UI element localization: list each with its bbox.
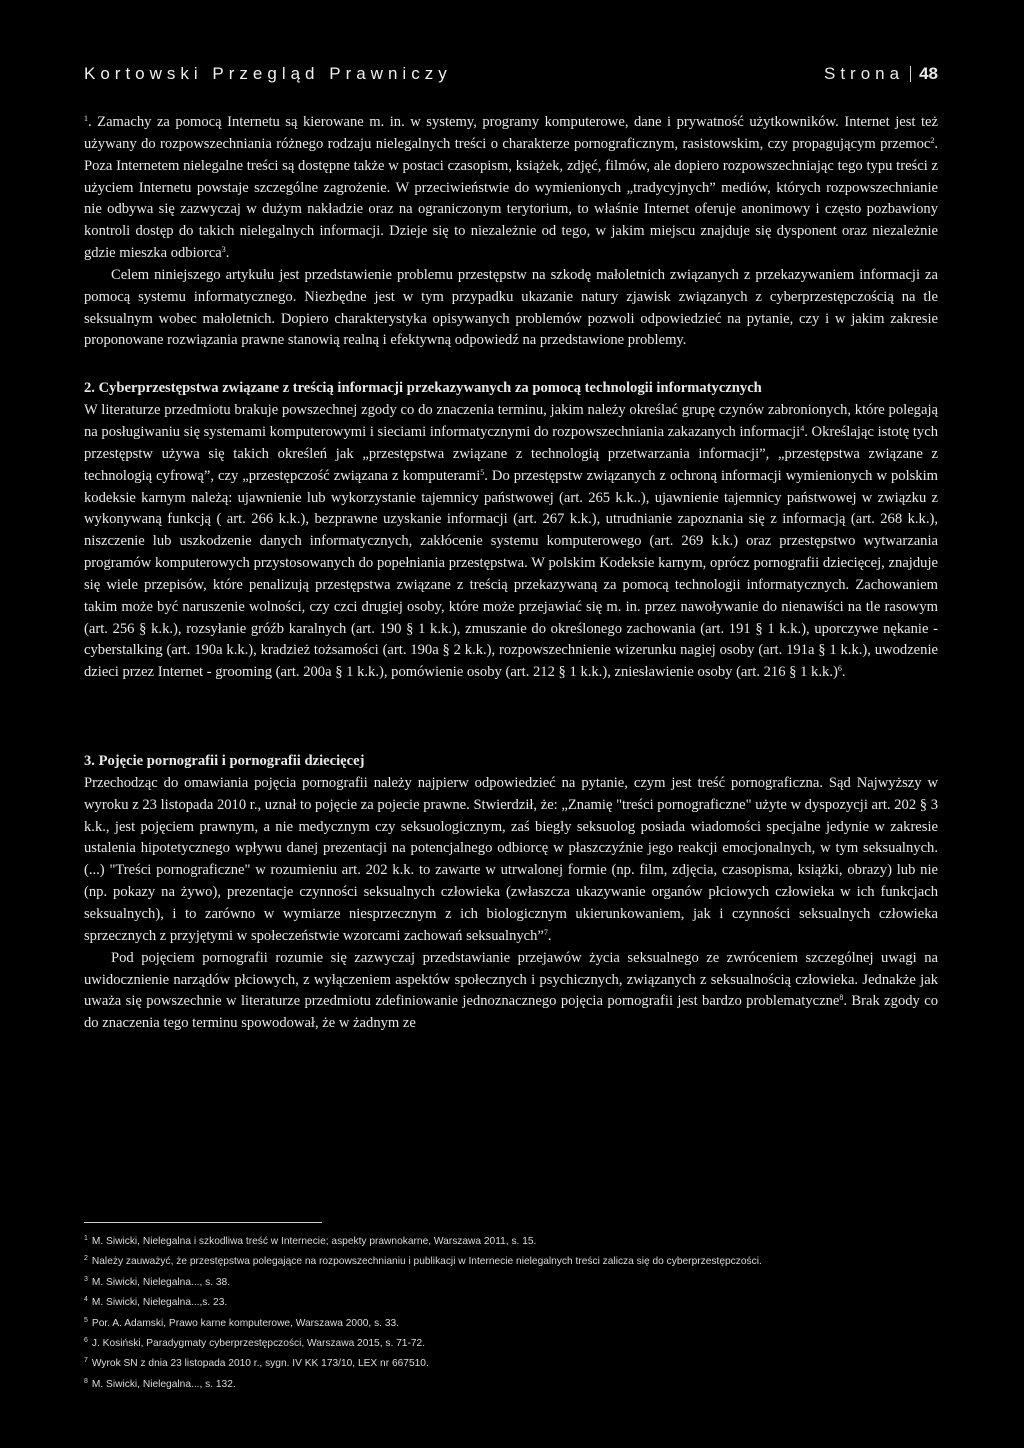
footnotes xyxy=(84,1230,938,1393)
footnote-ref[interactable]: 6 xyxy=(837,664,842,674)
footnote-item xyxy=(84,1352,938,1372)
paragraph-text: . Brak zgody co do znaczenia tego terminu spowodował, że w żadnym ze xyxy=(84,993,939,1032)
body-text xyxy=(84,112,938,1035)
footnote-number: 8 xyxy=(84,1377,88,1385)
footnote-text: Wyrok SN z dnia 23 listopada 2010 r., sygn. IV KK 173/10, LEX nr 667510. xyxy=(91,1358,429,1370)
footnote-item xyxy=(84,1271,938,1291)
footnote-number: 4 xyxy=(84,1296,88,1304)
footnote-number: 1 xyxy=(84,1235,88,1242)
section-3-paragraph-2 xyxy=(84,948,938,1035)
section-3 xyxy=(84,751,938,1035)
footnote-text: J. Kosiński, Paradygmaty cyberprzestępczości, Warszawa 2015, s. 71-72. xyxy=(91,1338,426,1350)
footnote-text: Należy zauważyć, że przestępstwa polegające na rozpowszechnianiu i publikacji w Internecie nielegalnych treści zalicza się do cyberprzestępczości. xyxy=(91,1256,762,1268)
paragraph-text: . Do przestępstw związanych z ochroną informacji wymienionych w polskim kodeksie karnym należą: ujawnienie lub wykorzystanie tajemnicy państwowej (art. 265 k.k..), ujawnienie tajemnicy państwowej w związku z wykonywaną funkcją ( art. 266 k.k.), bezprawne uzyskanie informacji (art. 267 k.k.), utrudnianie zapoznania się z informacją (art. 268 k.k.), niszczenie lub uszkodzenie danych informatycznych, zakłócenie systemu komputerowego (art. 269 k.k.) oraz przestępstwo wytwarzania programów komputerowych przystosowanych do popełniania przestępstwa. W polskim Kodeksie karnym, oprócz pornografii dziecięcej, znajduje się wiele przepisów, które penalizują przestępstwa związane z treścią przekazywaną za pomocą technologii informatycznych. Zachowaniem takim może być naruszenie wolności, czy czci drugiej osoby, które może przejawiać się m. in. przez nawoływanie do nienawiści na tle rasowym (art. 256 § k.k.), rozsyłanie gróźb karalnych (art. 190 § 1 k.k.), zmuszanie do określonego zachowania (art. 191 § 1 k.k.), uporczywe nękanie - cyberstalking (art. 190a k.k.), kradzież tożsamości (art. 190a § 2 k.k.), rozpowszechnienie wizerunku nagiej osoby (art. 191a § 1 k.k.), uwodzenie dzieci przez Internet - grooming (art. 200a § 1 k.k.), pomówienie osoby (art. 212 § 1 k.k.), zniesławienie osoby (art. 216 § 1 k.k.) xyxy=(84,467,939,681)
paragraph-intro xyxy=(84,112,938,265)
footnote-item xyxy=(84,1332,938,1352)
footnote-item xyxy=(84,1312,938,1332)
paragraph-text: . xyxy=(547,927,552,944)
footnote-number: 2 xyxy=(84,1255,88,1263)
footnote-text: M. Siwicki, Nielegalna..., s. 132. xyxy=(91,1378,236,1390)
footnote-number: 6 xyxy=(84,1337,88,1345)
footnote-text: M. Siwicki, Nielegalna...,s. 23. xyxy=(91,1297,228,1309)
paragraph-text: Pod pojęciem pornografii rozumie się zazwyczaj przedstawianie przejawów życia seksualnego ze zwróceniem szczególnej uwagi na uwidocznienie narządów płciowych, z wyłączeniem aspektów społecznych i psychicznych, związanych z seksualnością człowieka. Jednakże jak uważa się powszechnie w literaturze przedmiotu zdefiniowanie jednoznacznego pojęcia pornografii jest bardzo problematyczne xyxy=(84,949,938,1010)
paragraph-text: . xyxy=(225,245,230,262)
footnote-item xyxy=(84,1250,938,1270)
footnote-ref[interactable]: 5 xyxy=(480,467,485,477)
footnote-number: 3 xyxy=(84,1275,88,1283)
paragraph-text: W literaturze przedmiotu brakuje powszechnej zgody co do znaczenia terminu, jakim należy określać grupę czynów zabronionych, które polegają na posługiwaniu się systemami komputerowymi i sieciami informatycznymi do rozpowszechniania zakazanych informacji xyxy=(84,402,938,440)
footnote-number: 7 xyxy=(84,1357,88,1365)
footnote-text: M. Siwicki, Nielegalna i szkodliwa treść w Internecie; aspekty prawnokarne, Warszawa 2011, s. 15. xyxy=(91,1236,537,1247)
footnote-ref[interactable]: 7 xyxy=(543,927,548,937)
page-info xyxy=(824,64,938,84)
page-number: 48 xyxy=(919,64,938,83)
footnote-divider xyxy=(84,1222,322,1223)
section-3-title: 3. Pojęcie pornografii i pornografii dziecięcej xyxy=(84,753,365,770)
section-2-paragraph xyxy=(84,400,938,684)
running-header xyxy=(84,63,938,85)
footnote-item xyxy=(84,1230,938,1250)
footnote-ref[interactable]: 8 xyxy=(839,993,844,1003)
paragraph-text: . Określając istotę tych przestępstw używa się takich określeń jak „przestępstwa związane z technologią przetwarzania informacji”, „przestępstwa związane z technologią cyfrową”, czy „przestępczość związana z komputerami xyxy=(84,423,938,484)
paragraph-text: . xyxy=(841,664,846,681)
footnote-text: M. Siwicki, Nielegalna..., s. 38. xyxy=(91,1276,231,1288)
section-2-title: 2. Cyberprzestępstwa związane z treścią informacji przekazywanych za pomocą technologii informatycznych xyxy=(84,380,762,397)
footnote-ref[interactable]: 2 xyxy=(930,135,935,145)
footnote-number: 5 xyxy=(84,1316,88,1324)
footnote-ref[interactable]: 1 xyxy=(84,114,88,123)
paragraph-aim: Celem niniejszego artykułu jest przedstawienie problemu przestępstw na szkodę małoletnich związanych z przekazywaniem informacji za pomocą systemu informatycznego. Niezbędne jest w tym przypadku ukazanie natury zjawisk związanych z cyberprzestępczością na tle seksualnym wobec małoletnich. Dopiero charakterystyka opisywanych problemów pozwoli odpowiedzieć na pytanie, czy i w jakim zakresie proponowane rozwiązania prawne stanowią realną i efektywną odpowiedź na przedstawione problemy. xyxy=(84,266,938,349)
footnote-ref[interactable]: 4 xyxy=(800,423,805,433)
footnote-item xyxy=(84,1291,938,1311)
footnote-ref[interactable]: 3 xyxy=(221,245,226,255)
paragraph-text: . Poza Internetem nielegalne treści są dostępne także w postaci czasopism, książek, zdjęć, filmów, ale dopiero rozpowszechniając tego typu treści z użyciem Internetu powstaje szczególne zagrożenie. W przeciwieństwie do wymienionych „tradycyjnych” mediów, których rozpowszechnianie nie odbywa się zazwyczaj w dużym nakładzie oraz na ograniczonym terytorium, to właśnie Internet oferuje anonimowy i często pozbawiony kontroli dostęp do takich nielegalnych informacji. Dzieje się to niezależnie od tego, w jakim miejscu znajduje się dysponent oraz niezależnie gdzie mieszka odbiorca xyxy=(84,135,938,262)
section-3-paragraph-1 xyxy=(84,773,938,948)
page-separator xyxy=(910,66,911,82)
paragraph-text: . Zamachy za pomocą Internetu są kierowane m. in. w systemy, programy komputerowe, dane i prywatność użytkowników. Internet jest też używany do rozpowszechniania różnego rodzaju nielegalnych treści o charakterze pornograficznym, rasistowskim, czy propagującym przemoc xyxy=(84,114,938,152)
page-label: Strona xyxy=(823,64,905,83)
journal-title: Kortowski Przegląd Prawniczy xyxy=(84,64,452,83)
footnote-text: Por. A. Adamski, Prawo karne komputerowe, Warszawa 2000, s. 33. xyxy=(91,1317,399,1329)
section-2 xyxy=(84,378,938,684)
paragraph-text: Przechodząc do omawiania pojęcia pornografii należy najpierw odpowiedzieć na pytanie, czym jest treść pornograficzna. Sąd Najwyższy w wyroku z 23 listopada 2010 r., uznał to pojęcie za pojecie prawne. Stwierdził, że: „Znamię "treści pornograficzne" użyte w dyspozycji art. 202 § 3 k.k., jest pojęciem prawnym, a nie medycznym czy seksuologicznym, zaś biegły seksuolog posiada wiadomości specjalne jedynie w zakresie ustalenia hipotetycznego wpływu danej prezentacji na potencjalnego odbiorcę w płaszczyźnie jego reakcji emocjonalnych, w tym seksualnych. (...) "Treści pornograficzne" w rozumieniu art. 202 k.k. to zawarte w utrwalonej formie (np. film, zdjęcia, czasopisma, książki, obrazy) lub nie (np. pokazy na żywo), prezentacje czynności seksualnych człowieka (zwłaszcza ukazywanie organów płciowych człowieka w ich funkcjach seksualnych), i to zarówno w wymiarze niesprzecznym z ich biologicznym ukierunkowaniem, jak i czynności seksualnych człowieka sprzecznych z przyjętymi w społeczeństwie wzorcami zachowań seksualnych” xyxy=(84,774,939,944)
footnote-item xyxy=(84,1373,938,1393)
